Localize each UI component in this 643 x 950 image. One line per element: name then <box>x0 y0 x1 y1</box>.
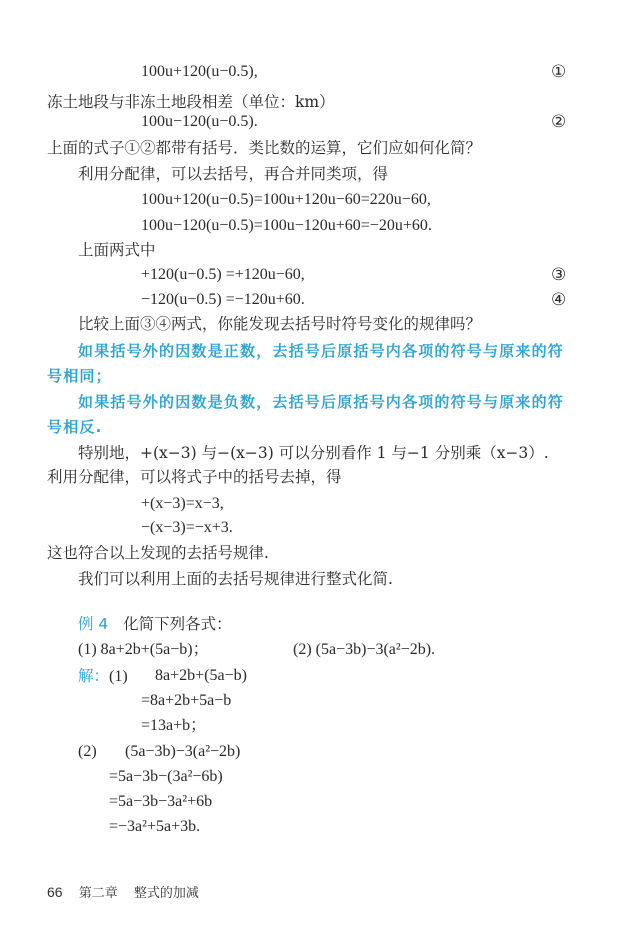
example-heading <box>78 614 232 634</box>
solution-part-number: (2) <box>78 743 97 760</box>
paragraph-line: 上面的式子①②都带有括号．类比数的运算，它们应如何化简？ <box>47 139 482 157</box>
equation-tag-3: ③ <box>551 265 567 285</box>
paragraph-line: 上面两式中 <box>78 241 156 259</box>
solution-2-step: =−3a²+5a+3b. <box>109 818 201 835</box>
paragraph-line: 比较上面③④两式，你能发现去括号时符号变化的规律吗？ <box>78 315 482 333</box>
solution-1-step: =8a+2b+5a−b <box>141 692 232 709</box>
solution-part-number: (1) <box>109 668 128 685</box>
solution-2-step: =5a−3b−3a²+6b <box>109 793 213 810</box>
solution-1-step: =13a+b； <box>141 717 207 734</box>
paragraph-line: 我们可以利用上面的去括号规律进行整式化简. <box>78 570 393 588</box>
example-label: 例 4 <box>78 615 109 633</box>
paragraph-line: 利用分配律，可以将式子中的括号去掉，得 <box>47 468 342 486</box>
rule-negative: 如果括号外的因数是负数，去括号后原括号内各项的符号与原来的符 <box>78 393 565 411</box>
paragraph-line: 利用分配律，可以去括号，再合并同类项，得 <box>78 165 389 183</box>
paragraph-line: 这也符合以上发现的去括号规律. <box>47 544 269 562</box>
equation-x-plus: +(x−3)=x−3, <box>141 495 224 512</box>
equation-x-minus: −(x−3)=−x+3. <box>141 519 233 536</box>
equation-2: 100u−120(u−0.5). <box>141 113 258 130</box>
chapter-title: 整式的加减 <box>133 886 199 901</box>
equation-tag-1: ① <box>551 62 567 82</box>
example-title: 化简下列各式： <box>123 615 232 633</box>
chapter-label: 第二章 <box>78 886 118 901</box>
equation-tag-4: ④ <box>551 290 567 310</box>
solution-heading <box>78 666 128 687</box>
page-footer <box>47 883 199 903</box>
example-problem-1: (1) 8a+2b+(5a−b)； <box>78 641 209 658</box>
rule-negative-cont: 号相反. <box>47 418 103 436</box>
equation-3: +120(u−0.5) =+120u−60, <box>141 266 305 283</box>
equation-4: −120(u−0.5) =−120u+60. <box>141 291 305 308</box>
solution-1-step: 8a+2b+(5a−b) <box>155 667 247 684</box>
equation-1: 100u+120(u−0.5), <box>141 63 258 80</box>
page-number: 66 <box>47 884 63 900</box>
example-problem-2: (2) (5a−3b)−3(a²−2b). <box>293 641 436 658</box>
solution-2-step: =5a−3b−(3a²−6b) <box>109 768 223 785</box>
solution-label: 解： <box>78 667 110 685</box>
paragraph-line: 特别地，+(x−3) 与−(x−3) 可以分别看作 1 与−1 分别乘（x−3）. <box>78 444 549 462</box>
paragraph-line: 冻土地段与非冻土地段相差（单位：km） <box>47 93 335 111</box>
rule-positive-cont: 号相同； <box>47 367 112 385</box>
derivation-2: 100u−120(u−0.5)=100u−120u+60=−20u+60. <box>141 217 432 234</box>
rule-positive: 如果括号外的因数是正数，去括号后原括号内各项的符号与原来的符 <box>78 342 565 360</box>
equation-tag-2: ② <box>551 112 567 132</box>
derivation-1: 100u+120(u−0.5)=100u+120u−60=220u−60, <box>141 191 431 208</box>
solution-2-step: (5a−3b)−3(a²−2b) <box>125 743 241 760</box>
